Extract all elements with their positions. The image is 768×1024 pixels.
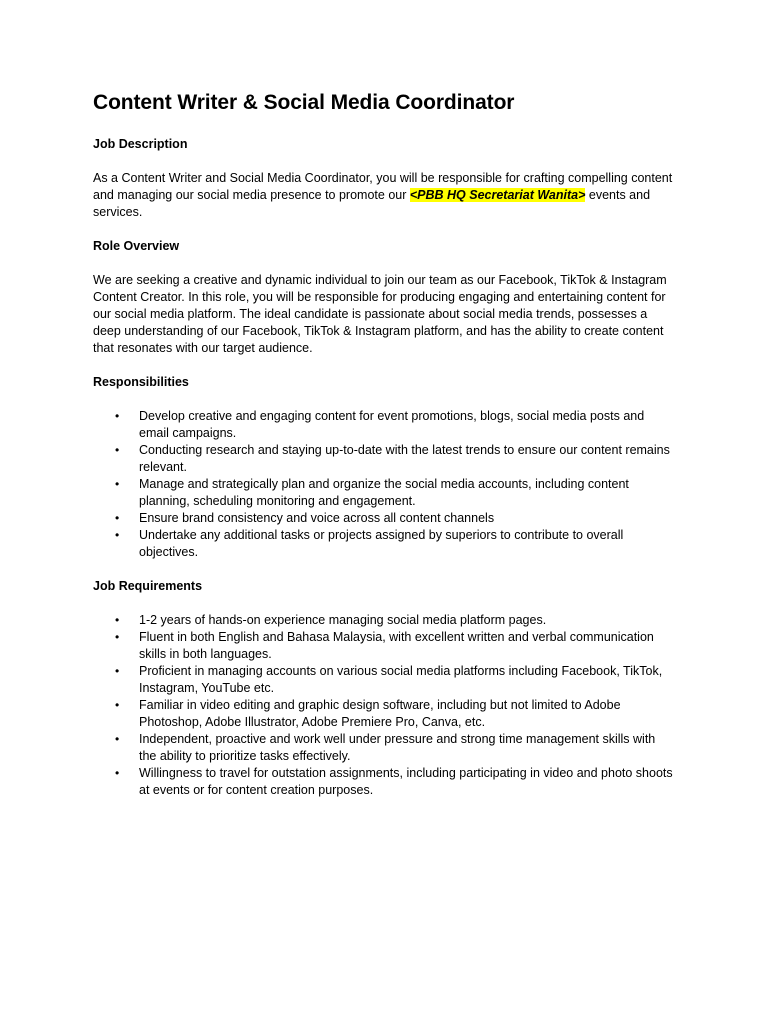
job-description-heading: Job Description xyxy=(93,137,188,151)
list-item xyxy=(93,527,676,561)
job-description-paragraph xyxy=(93,170,676,221)
list-item-text: Independent, proactive and work well under pressure and strong time management skills with the ability to prioritize tasks effectively. xyxy=(139,732,656,763)
list-item-text: Undertake any additional tasks or projects assigned by superiors to contribute to overall objectives. xyxy=(139,528,624,559)
list-item xyxy=(93,731,676,765)
role-overview-heading: Role Overview xyxy=(93,239,180,253)
bullet-icon: • xyxy=(115,766,120,780)
list-item xyxy=(93,629,676,663)
job-requirements-heading: Job Requirements xyxy=(93,579,203,593)
role-overview-paragraph: We are seeking a creative and dynamic individual to join our team as our Facebook, TikTok & Instagram Content Creator. In this role, you will be responsible for producing engaging and entertaining content for our social media platform. The ideal candidate is passionate about social media trends, possesses a deep understanding of our Facebook, TikTok & Instagram platform, and has the ability to create content that resonates with our target audience. xyxy=(93,273,667,355)
list-item xyxy=(93,765,676,799)
list-item xyxy=(93,663,676,697)
bullet-icon: • xyxy=(115,664,120,678)
bullet-icon: • xyxy=(115,630,120,644)
job-requirements-list xyxy=(93,612,676,799)
job-description-text-before: As a Content Writer and Social Media Coordinator, you will be responsible for crafting compelling content and managing our social media presence to promote our xyxy=(93,171,673,202)
list-item-text: Manage and strategically plan and organize the social media accounts, including content planning, scheduling monitoring and engagement. xyxy=(139,477,629,508)
list-item-text: Proficient in managing accounts on various social media platforms including Facebook, TikTok, Instagram, YouTube etc. xyxy=(139,664,663,695)
bullet-icon: • xyxy=(115,698,120,712)
bullet-icon: • xyxy=(115,477,120,491)
document-title: Content Writer & Social Media Coordinator xyxy=(93,91,515,114)
bullet-icon: • xyxy=(115,613,120,627)
bullet-icon: • xyxy=(115,528,120,542)
list-item-text: Ensure brand consistency and voice across all content channels xyxy=(139,511,495,525)
bullet-icon: • xyxy=(115,511,120,525)
bullet-icon: • xyxy=(115,732,120,746)
list-item xyxy=(93,476,676,510)
bullet-icon: • xyxy=(115,409,120,423)
list-item-text: Conducting research and staying up-to-date with the latest trends to ensure our content remains relevant. xyxy=(139,443,670,474)
responsibilities-heading: Responsibilities xyxy=(93,375,189,389)
bullet-icon: • xyxy=(115,443,120,457)
list-item-text: 1-2 years of hands-on experience managing social media platform pages. xyxy=(139,613,547,627)
list-item-text: Willingness to travel for outstation assignments, including participating in video and photo shoots at events or for content creation purposes. xyxy=(139,766,673,797)
list-item xyxy=(93,612,676,629)
highlighted-organization-placeholder: <PBB HQ Secretariat Wanita> xyxy=(409,188,586,202)
responsibilities-list xyxy=(93,408,676,561)
list-item xyxy=(93,408,676,442)
list-item xyxy=(93,442,676,476)
list-item-text: Develop creative and engaging content for event promotions, blogs, social media posts and email campaigns. xyxy=(139,409,645,440)
list-item-text: Fluent in both English and Bahasa Malaysia, with excellent written and verbal communication skills in both languages. xyxy=(139,630,654,661)
list-item xyxy=(93,697,676,731)
list-item xyxy=(93,510,676,527)
list-item-text: Familiar in video editing and graphic design software, including but not limited to Adobe Photoshop, Adobe Illustrator, Adobe Premiere Pro, Canva, etc. xyxy=(139,698,621,729)
job-description-text-after: events and services. xyxy=(93,188,651,219)
